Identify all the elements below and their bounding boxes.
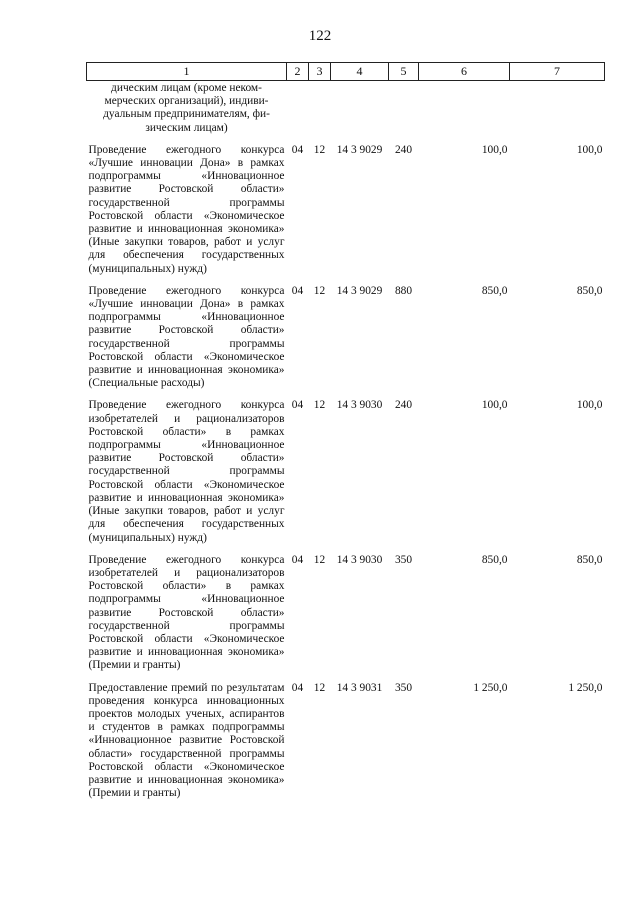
row-expense-type: 350 <box>394 681 413 694</box>
row-section: 04 <box>291 681 304 694</box>
row-subsection: 12 <box>313 553 326 566</box>
table-row <box>87 276 605 391</box>
row-amount-year1: 100,0 <box>481 143 508 156</box>
continuation-line: дическим лицам (кроме неком- <box>111 82 262 94</box>
row-amount-year2: 1 250,0 <box>568 681 603 694</box>
row-target-article: 14 3 9029 <box>336 284 383 297</box>
column-header-5: 5 <box>389 63 419 81</box>
row-subsection: 12 <box>313 143 326 156</box>
row-subsection: 12 <box>313 284 326 297</box>
row-amount-year2: 100,0 <box>576 399 603 412</box>
row-section: 04 <box>291 284 304 297</box>
row-expense-type: 350 <box>394 553 413 566</box>
column-header-3: 3 <box>309 63 331 81</box>
column-header-7: 7 <box>510 63 605 81</box>
header-row <box>87 63 605 81</box>
table-row <box>87 135 605 276</box>
column-header-6: 6 <box>419 63 510 81</box>
row-target-article: 14 3 9030 <box>336 399 383 412</box>
continuation-line: дуальным предпринимателям, фи- <box>103 108 270 121</box>
continuation-line: зическим лицам) <box>145 121 228 134</box>
row-target-article: 14 3 9031 <box>336 681 383 694</box>
row-description: Проведение ежегодного конкурса изобретателей и рационализаторов Ростовской области» в рамках подпрограммы «Инновационное развитие Ростовской области» государственной программы Ростовской области «Экономическое развитие и инновационная экономика» (Премии и гранты) <box>88 553 285 672</box>
row-expense-type: 880 <box>394 284 413 297</box>
row-description: Проведение ежегодного конкурса изобретателей и рационализаторов Ростовской области» в рамках подпрограммы «Инновационное развитие Ростовской области» государственной программы Ростовской области «Экономическое развитие и инновационная экономика» (Иные закупки товаров, работ и услуг для обеспечения государственных (муниципальных) нужд) <box>88 399 285 544</box>
table-row <box>87 390 605 544</box>
row-amount-year1: 850,0 <box>481 553 508 566</box>
row-subsection: 12 <box>313 399 326 412</box>
row-section: 04 <box>291 143 304 156</box>
row-amount-year1: 1 250,0 <box>473 681 508 694</box>
continuation-row <box>87 81 605 135</box>
row-section: 04 <box>291 399 304 412</box>
row-target-article: 14 3 9029 <box>336 143 383 156</box>
row-section: 04 <box>291 553 304 566</box>
row-description: Проведение ежегодного конкурса «Лучшие инновации Дона» в рамках подпрограммы «Инновационное развитие Ростовской области» государственной программы Ростовской области «Экономическое развитие и инновационная экономика» (Иные закупки товаров, работ и услуг для обеспечения государственных (муниципальных) нужд) <box>88 143 285 275</box>
column-header-4: 4 <box>331 63 389 81</box>
row-description: Проведение ежегодного конкурса «Лучшие инновации Дона» в рамках подпрограммы «Инновационное развитие Ростовской области» государственной программы Ростовской области «Экономическое развитие и инновационная экономика» (Специальные расходы) <box>88 284 285 390</box>
budget-table <box>86 62 605 800</box>
page-number: 122 <box>308 28 332 44</box>
continuation-line: мерческих организаций), индиви- <box>104 95 269 108</box>
row-expense-type: 240 <box>394 399 413 412</box>
row-description: Предоставление премий по результатам проведения конкурса инновационных проектов молодых ученых, аспирантов и студентов в рамках подпрограммы «Инновационное развитие Ростовской области» государственной программы Ростовской области «Экономическое развитие и инновационная экономика» (Премии и гранты) <box>88 681 285 800</box>
row-amount-year2: 850,0 <box>576 284 603 297</box>
table-row <box>87 673 605 801</box>
column-header-1: 1 <box>87 63 287 81</box>
row-amount-year2: 100,0 <box>576 143 603 156</box>
row-expense-type: 240 <box>394 143 413 156</box>
row-subsection: 12 <box>313 681 326 694</box>
column-header-2: 2 <box>287 63 309 81</box>
row-amount-year2: 850,0 <box>576 553 603 566</box>
row-amount-year1: 100,0 <box>481 399 508 412</box>
row-amount-year1: 850,0 <box>481 284 508 297</box>
row-target-article: 14 3 9030 <box>336 553 383 566</box>
continuation-text <box>87 81 287 135</box>
table-row <box>87 545 605 673</box>
